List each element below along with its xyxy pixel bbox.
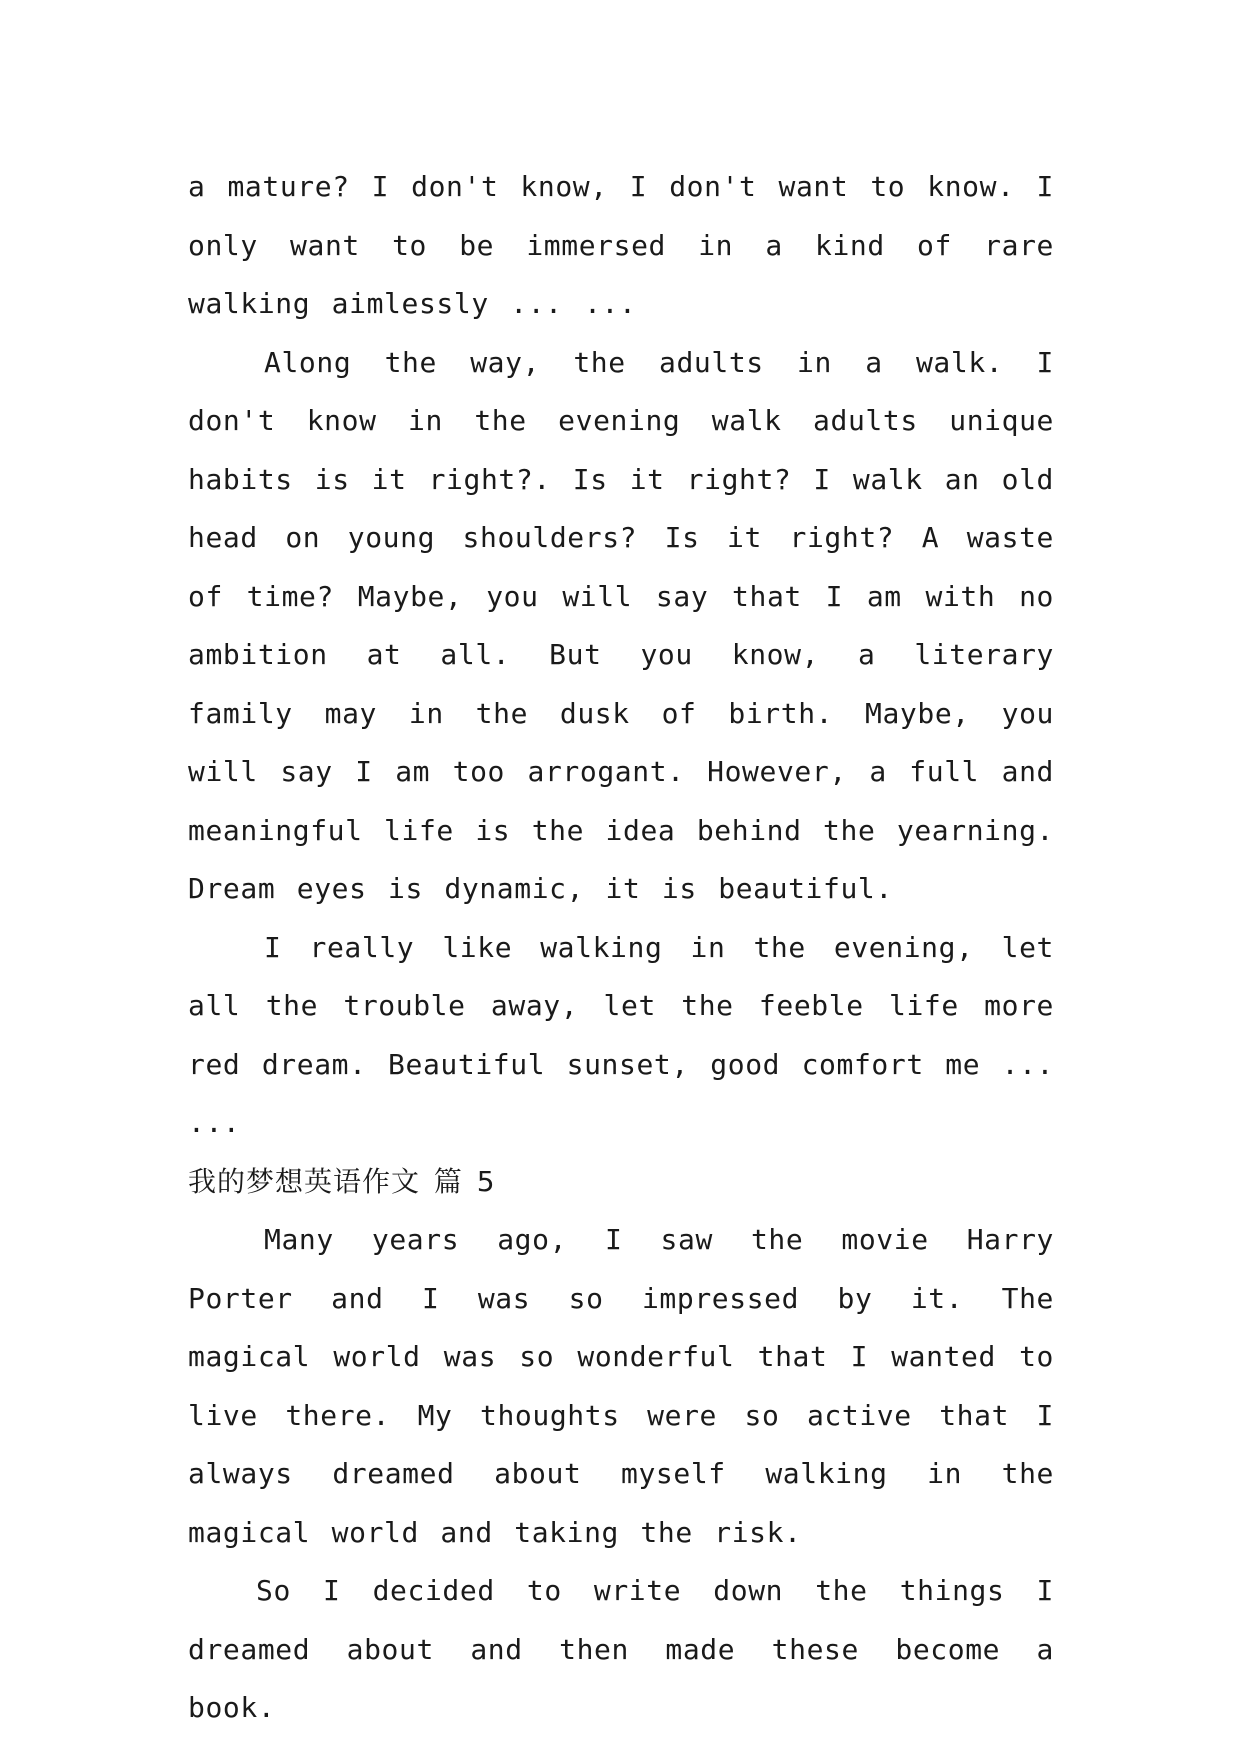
- paragraph-3: I really like walking in the evening, let all the trouble away, let the feeble life more red dream. Beautiful sunset, good comfort me ... ...: [188, 930, 1054, 1139]
- section-heading: 我的梦想英语作文 篇 5: [188, 1164, 496, 1198]
- paragraph-5: So I decided to write down the things I dreamed about and then made these become a book.: [188, 1574, 1054, 1724]
- paragraph-4: Many years ago, I saw the movie Harry Porter and I was so impressed by it. The magical world was so wonderful that I wanted to live there. My thoughts were so active that I always dreamed about myself walking in the magical world and taking the risk.: [188, 1223, 1054, 1549]
- paragraph-2: Along the way, the adults in a walk. I don't know in the evening walk adults unique habits is it right?. Is it right? I walk an old head on young shoulders? Is it right? A waste of time? Maybe, you will say that I am with no ambition at all. But you know, a literary family may in the dusk of birth. Maybe, you will say I am too arrogant. However, a full and meaningful life is the idea behind the yearning. Dream eyes is dynamic, it is beautiful.: [188, 345, 1054, 905]
- essay-body: [188, 158, 1054, 1738]
- paragraph-1: a mature? I don't know, I don't want to know. I only want to be immersed in a kind of rare walking aimlessly ... ...: [188, 170, 1054, 320]
